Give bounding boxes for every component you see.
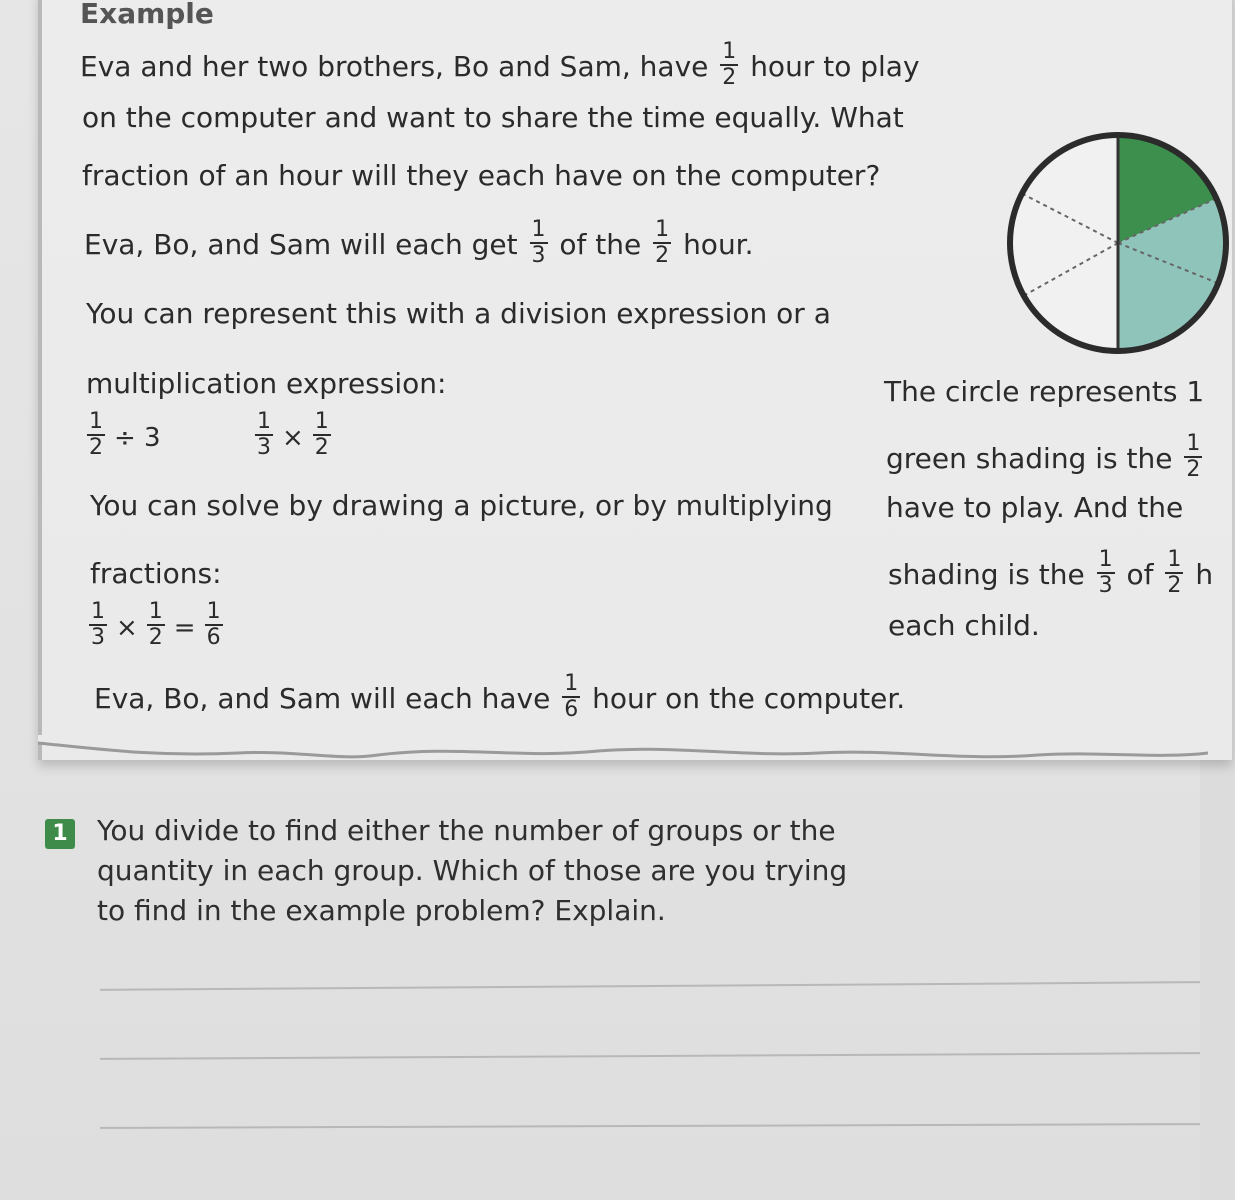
problem-line-1: Eva and her two brothers, Bo and Sam, have $\frac{1}{2}$ hour to play bbox=[80, 39, 920, 90]
product-equation: $\frac{1}{3}$ × $\frac{1}{2}$ = $\frac{1}{6}$ bbox=[91, 599, 221, 650]
fraction-one-third: $\frac{1}{3}$ bbox=[531, 217, 546, 268]
answer-sentence: Eva, Bo, and Sam will each have $\frac{1}{6}$ hour on the computer. bbox=[94, 671, 906, 722]
side-line-1: The circle represents 1 bbox=[884, 375, 1205, 408]
represent-line-2: multiplication expression: bbox=[86, 367, 447, 400]
fraction-circle-svg bbox=[1005, 130, 1235, 360]
side-line-2: green shading is the $\frac{1}{2}$ bbox=[886, 431, 1201, 482]
multiplication-expression: $\frac{1}{3}$ × $\frac{1}{2}$ bbox=[257, 409, 329, 460]
question-number-badge: 1 bbox=[45, 819, 75, 849]
each-get-sentence: Eva, Bo, and Sam will each get $\frac{1}{3}$ of the $\frac{1}{2}$ hour. bbox=[84, 217, 754, 268]
answer-line-2[interactable] bbox=[100, 1052, 1200, 1060]
fraction-circle bbox=[1005, 130, 1235, 364]
fraction-one-sixth: $\frac{1}{6}$ bbox=[564, 671, 579, 722]
question-line-2: quantity in each group. Which of those are you trying bbox=[97, 854, 848, 887]
solve-line-2: fractions: bbox=[90, 557, 222, 590]
problem-line-2: on the computer and want to share the time equally. What bbox=[82, 101, 904, 134]
problem-line-3: fraction of an hour will they each have on the computer? bbox=[82, 159, 881, 192]
example-heading: Example bbox=[80, 0, 214, 30]
solve-line-1: You can solve by drawing a picture, or by multiplying bbox=[90, 489, 833, 522]
torn-paper-edge bbox=[38, 735, 1208, 775]
side-line-5: each child. bbox=[888, 609, 1040, 642]
represent-line-1: You can represent this with a division expression or a bbox=[86, 297, 831, 330]
division-expression: $\frac{1}{2}$ ÷ 3 bbox=[89, 409, 161, 460]
side-line-3: have to play. And the bbox=[886, 491, 1184, 524]
answer-line-3[interactable] bbox=[100, 1123, 1200, 1129]
side-line-4: shading is the $\frac{1}{3}$ of $\frac{1}{2}$ h bbox=[888, 547, 1214, 598]
fraction-one-half: $\frac{1}{2}$ bbox=[655, 217, 670, 268]
answer-line-1[interactable] bbox=[100, 981, 1200, 991]
fraction-one-half: $\frac{1}{2}$ bbox=[722, 39, 737, 90]
question-line-3: to find in the example problem? Explain. bbox=[97, 894, 666, 927]
question-line-1: You divide to find either the number of groups or the bbox=[97, 814, 836, 847]
